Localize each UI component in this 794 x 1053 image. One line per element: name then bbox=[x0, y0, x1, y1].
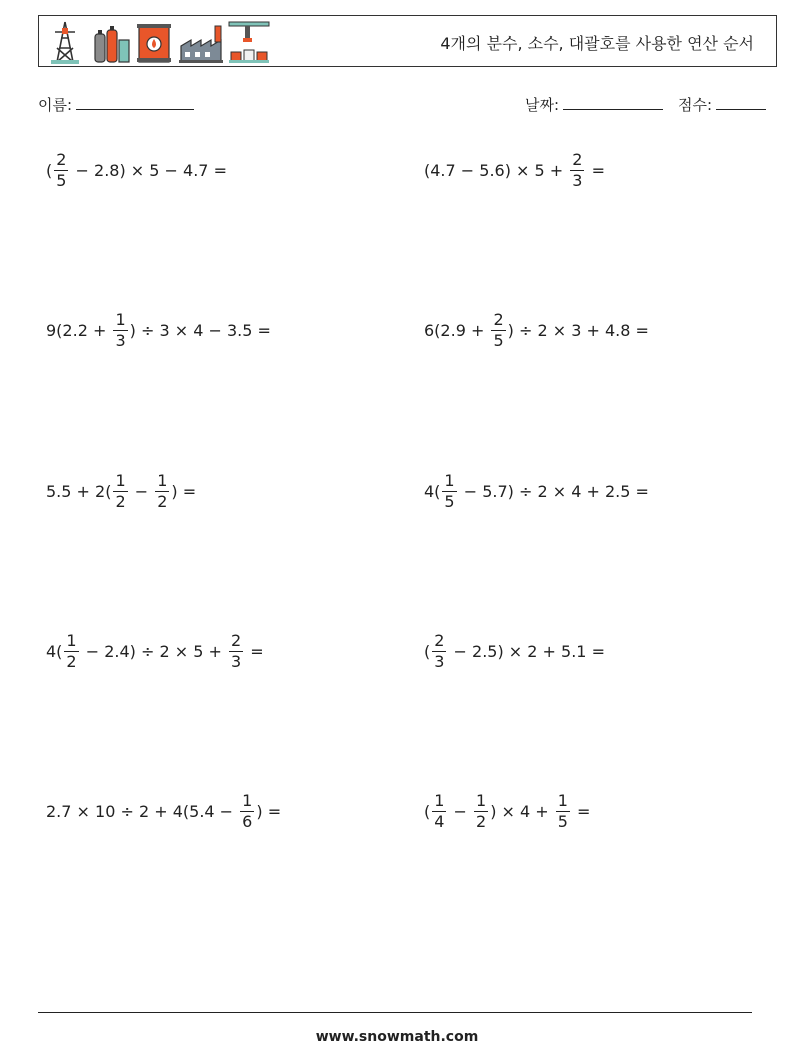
name-blank[interactable] bbox=[76, 93, 194, 110]
denominator: 5 bbox=[493, 330, 504, 350]
expr-text: − 2.8) × 5 − 4.7 = bbox=[70, 160, 227, 180]
numerator: 1 bbox=[557, 790, 568, 810]
fraction bbox=[556, 790, 570, 831]
expr-text: − bbox=[448, 801, 473, 821]
oil-tank-icon bbox=[137, 24, 171, 62]
numerator: 1 bbox=[115, 470, 126, 490]
denominator: 2 bbox=[115, 491, 126, 511]
denominator: 5 bbox=[557, 811, 568, 831]
fraction bbox=[64, 630, 78, 671]
denominator: 2 bbox=[157, 491, 168, 511]
expr-text: = bbox=[571, 801, 591, 821]
fraction bbox=[113, 309, 127, 350]
expr-text: = bbox=[586, 160, 605, 180]
denominator: 6 bbox=[242, 811, 253, 831]
fraction bbox=[432, 790, 446, 831]
worksheet-title: 4개의 분수, 소수, 대괄호를 사용한 연산 순서 bbox=[440, 34, 754, 53]
fraction bbox=[432, 630, 446, 671]
expr-text: ) = bbox=[256, 801, 282, 821]
factory-icon bbox=[179, 26, 223, 63]
numerator: 1 bbox=[115, 309, 126, 329]
denominator: 4 bbox=[434, 811, 445, 831]
expr-text: ) × 4 + bbox=[490, 801, 554, 821]
expr-text: ) = bbox=[171, 481, 197, 501]
fraction bbox=[155, 470, 169, 511]
denominator: 3 bbox=[230, 651, 242, 671]
expr-text: ) ÷ 3 × 4 − 3.5 = bbox=[129, 320, 271, 340]
problem-3 bbox=[46, 305, 271, 355]
expr-text: ( bbox=[46, 160, 53, 180]
fraction bbox=[54, 149, 68, 190]
expr-text: ( bbox=[424, 801, 431, 821]
fraction bbox=[229, 630, 243, 671]
expr-text: 4( bbox=[424, 481, 441, 501]
date-label: 날짜: bbox=[525, 96, 560, 114]
numerator: 1 bbox=[157, 470, 168, 490]
denominator: 5 bbox=[444, 491, 455, 511]
problem-10 bbox=[424, 786, 590, 836]
expr-text: 2.7 × 10 ÷ 2 + 4(5.4 − bbox=[46, 801, 239, 821]
expr-text: ) ÷ 2 × 3 + 4.8 = bbox=[507, 320, 649, 340]
expr-text: 4( bbox=[46, 641, 63, 661]
expr-text: (4.7 − 5.6) × 5 + bbox=[424, 160, 569, 180]
fraction bbox=[113, 470, 127, 511]
denominator: 3 bbox=[572, 170, 583, 190]
denominator: 5 bbox=[56, 170, 67, 190]
date-field bbox=[525, 93, 663, 115]
denominator: 2 bbox=[476, 811, 487, 831]
numerator: 1 bbox=[434, 790, 445, 810]
numerator: 2 bbox=[230, 630, 242, 650]
score-field bbox=[678, 93, 766, 115]
expr-text: − bbox=[129, 481, 154, 501]
numerator: 1 bbox=[444, 470, 455, 490]
header-icons bbox=[45, 18, 270, 66]
refinery-icon bbox=[229, 22, 269, 63]
numerator: 1 bbox=[66, 630, 77, 650]
expr-text: − 2.4) ÷ 2 × 5 + bbox=[80, 641, 227, 661]
footer-url[interactable]: www.snowmath.com bbox=[315, 1029, 479, 1045]
numerator: 2 bbox=[572, 149, 583, 169]
denominator: 3 bbox=[434, 651, 445, 671]
name-field bbox=[38, 93, 194, 115]
numerator: 2 bbox=[493, 309, 504, 329]
expr-text: − 2.5) × 2 + 5.1 = bbox=[448, 641, 605, 661]
score-blank[interactable] bbox=[716, 93, 766, 110]
fraction bbox=[442, 470, 456, 511]
expr-text: 5.5 + 2( bbox=[46, 481, 112, 501]
denominator: 2 bbox=[66, 651, 77, 671]
numerator: 1 bbox=[242, 790, 253, 810]
numerator: 2 bbox=[434, 630, 445, 650]
expr-text: = bbox=[245, 641, 264, 661]
problem-4 bbox=[424, 305, 649, 355]
problem-1 bbox=[46, 145, 227, 195]
problem-5 bbox=[46, 466, 196, 516]
numerator: 2 bbox=[56, 149, 67, 169]
fraction bbox=[474, 790, 488, 831]
header-box bbox=[38, 15, 777, 67]
denominator: 3 bbox=[115, 330, 126, 350]
problem-6 bbox=[424, 466, 649, 516]
footer-divider bbox=[38, 1012, 752, 1013]
problem-9 bbox=[46, 786, 281, 836]
numerator: 1 bbox=[476, 790, 487, 810]
expr-text: 6(2.9 + bbox=[424, 320, 490, 340]
expr-text: 9(2.2 + bbox=[46, 320, 112, 340]
score-label: 점수: bbox=[678, 96, 713, 114]
power-tower-icon bbox=[51, 22, 79, 64]
fraction bbox=[491, 309, 505, 350]
date-blank[interactable] bbox=[563, 93, 663, 110]
problem-2 bbox=[424, 145, 605, 195]
problem-8 bbox=[424, 626, 605, 676]
expr-text: ( bbox=[424, 641, 431, 661]
expr-text: − 5.7) ÷ 2 × 4 + 2.5 = bbox=[458, 481, 649, 501]
name-label: 이름: bbox=[38, 96, 73, 114]
problem-7 bbox=[46, 626, 264, 676]
fraction bbox=[570, 149, 584, 190]
fraction bbox=[240, 790, 254, 831]
gas-cylinders-icon bbox=[95, 26, 129, 62]
